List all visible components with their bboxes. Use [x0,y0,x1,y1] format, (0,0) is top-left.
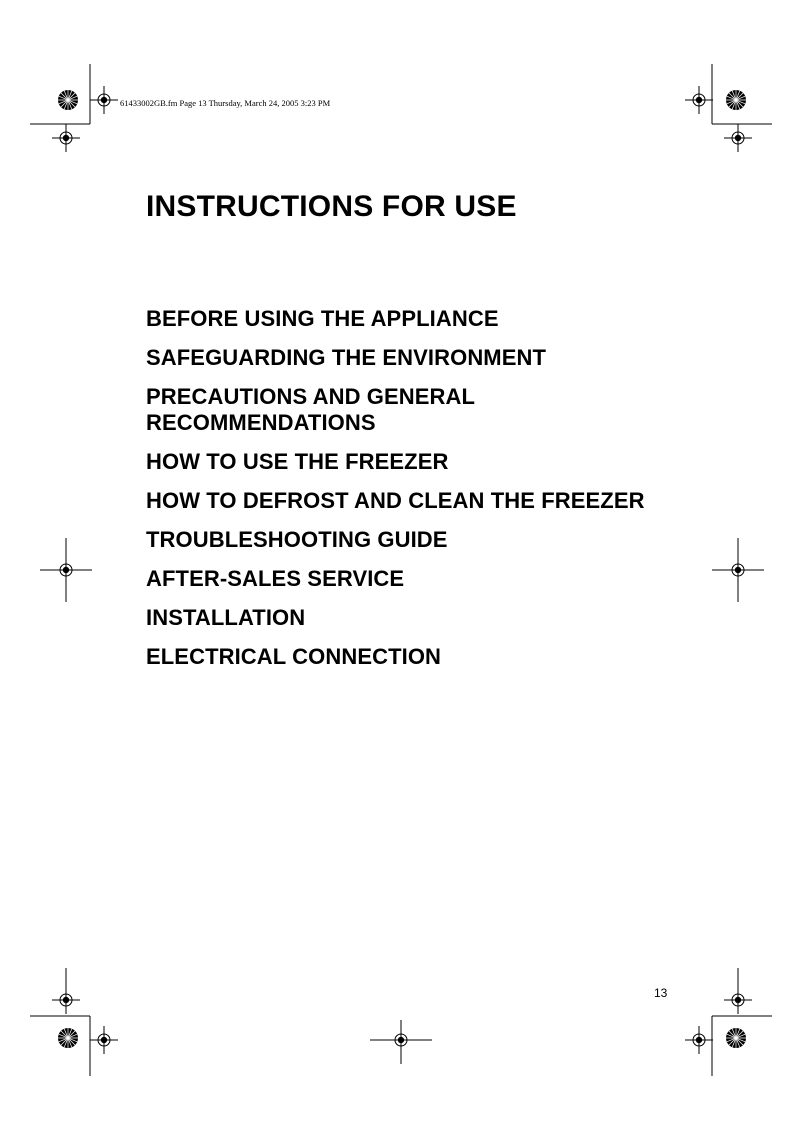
contents-item: TROUBLESHOOTING GUIDE [146,527,448,552]
registration-mark-top-left-lower [52,124,80,152]
star-target-bottom-right [726,1028,746,1048]
page-title: INSTRUCTIONS FOR USE [146,190,517,223]
star-target-bottom-left [58,1028,78,1048]
contents-item: HOW TO USE THE FREEZER [146,449,449,474]
contents-item: ELECTRICAL CONNECTION [146,644,442,669]
contents-item: INSTALLATION [146,605,306,630]
registration-mark-top-right [685,86,713,114]
crop-mark-bottom-left [30,1016,90,1076]
star-target-top-right [726,90,746,110]
registration-mark-bottom-left [90,1026,118,1054]
registration-mark-top-left [90,86,118,114]
file-slug: 61433002GB.fm Page 13 Thursday, March 24, 2005 3:23 PM [120,98,331,108]
contents-list [146,306,706,683]
contents-item: BEFORE USING THE APPLIANCE [146,306,499,331]
page-number: 13 [654,986,668,1000]
registration-mark-bottom-right [685,1026,713,1054]
star-target-top-left [58,90,78,110]
contents-item: HOW TO DEFROST AND CLEAN THE FREEZER [146,488,645,513]
contents-item: AFTER-SALES SERVICE [146,566,405,591]
contents-item: SAFEGUARDING THE ENVIRONMENT [146,345,547,370]
contents-item: PRECAUTIONS AND GENERAL RECOMMENDATIONS [146,384,476,435]
registration-mark-top-right-lower [724,124,752,152]
